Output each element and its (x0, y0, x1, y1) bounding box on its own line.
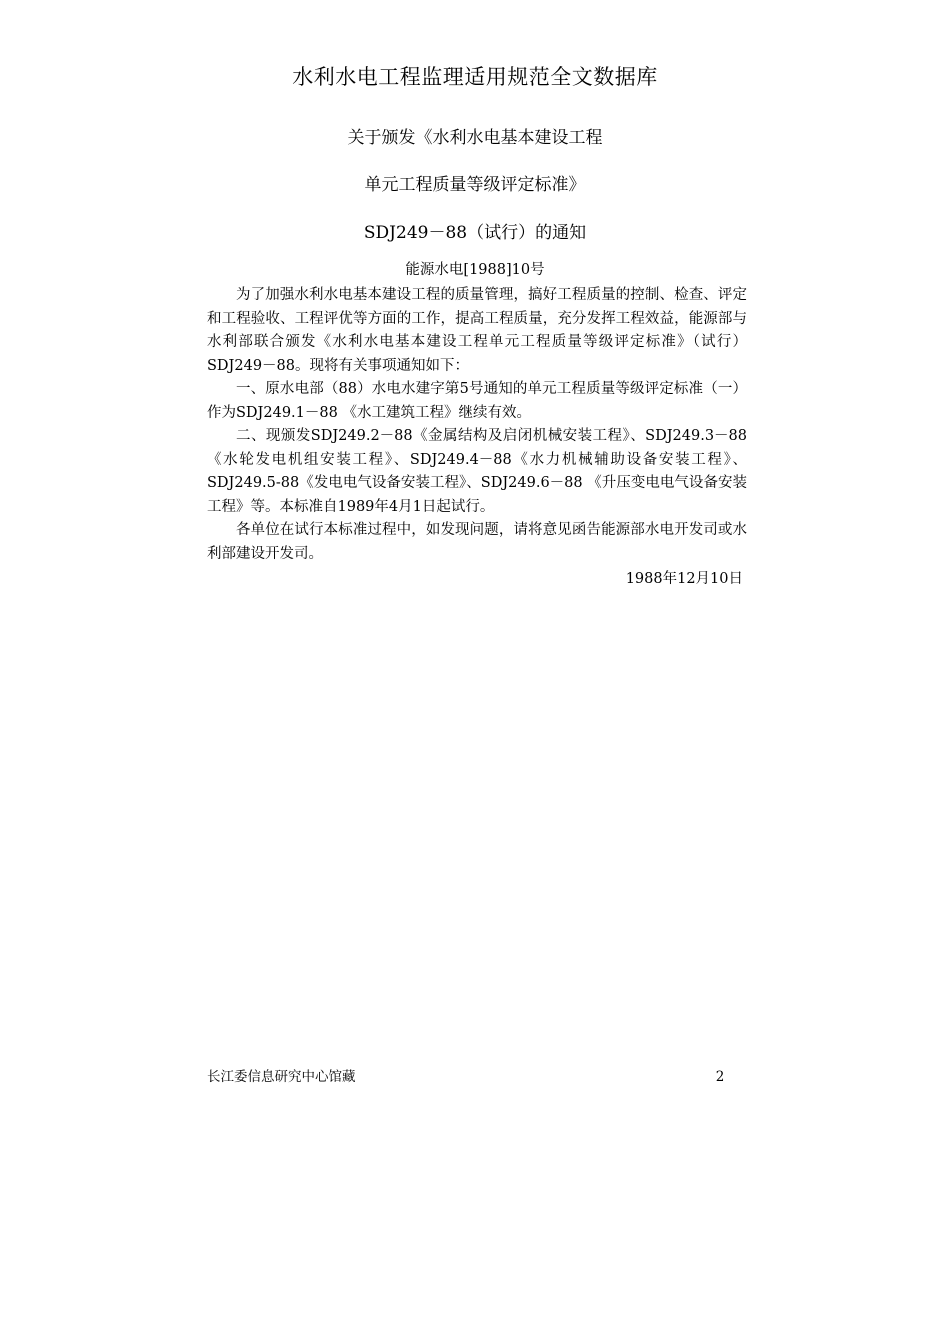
body-paragraph-item-1: 一、原水电部（88）水电水建字第5号通知的单元工程质量等级评定标准（一）作为SDJ249.1－88 《水工建筑工程》继续有效。 (207, 381, 747, 421)
notice-title-line-3: SDJ249－88（试行）的通知 (363, 223, 587, 243)
document-number: 能源水电[1988]10号 (405, 262, 545, 278)
issue-date: 1988年12月10日 (625, 571, 743, 587)
notice-title-line-1: 关于颁发《水利水电基本建设工程 (347, 128, 603, 148)
body-paragraph-item-2: 二、现颁发SDJ249.2－88《金属结构及启闭机械安装工程》、SDJ249.3－88《水轮发电机组安装工程》、SDJ249.4－88《水力机械辅助设备安装工程》、SDJ249.5-88《发电电气设备安装工程》、SDJ249.6－88 《升压变电电气设备安装工程》等。本标准自1989年4月1日起试行。 (207, 428, 747, 515)
footer-collection-note: 长江委信息研究中心馆藏 (207, 1069, 356, 1085)
database-title: 水利水电工程监理适用规范全文数据库 (292, 65, 658, 89)
page-number: 2 (715, 1069, 725, 1085)
body-paragraph-closing: 各单位在试行本标准过程中，如发现问题，请将意见函告能源部水电开发司或水利部建设开发司。 (207, 522, 747, 562)
body-paragraph-intro: 为了加强水利水电基本建设工程的质量管理，搞好工程质量的控制、检查、评定和工程验收、工程评优等方面的工作，提高工程质量，充分发挥工程效益，能源部与水利部联合颁发《水利水电基本建设工程单元工程质量等级评定标准》（试行）SDJ249－88。现将有关事项通知如下： (207, 287, 747, 374)
notice-body (207, 284, 747, 566)
notice-title-line-2: 单元工程质量等级评定标准》 (364, 175, 586, 195)
